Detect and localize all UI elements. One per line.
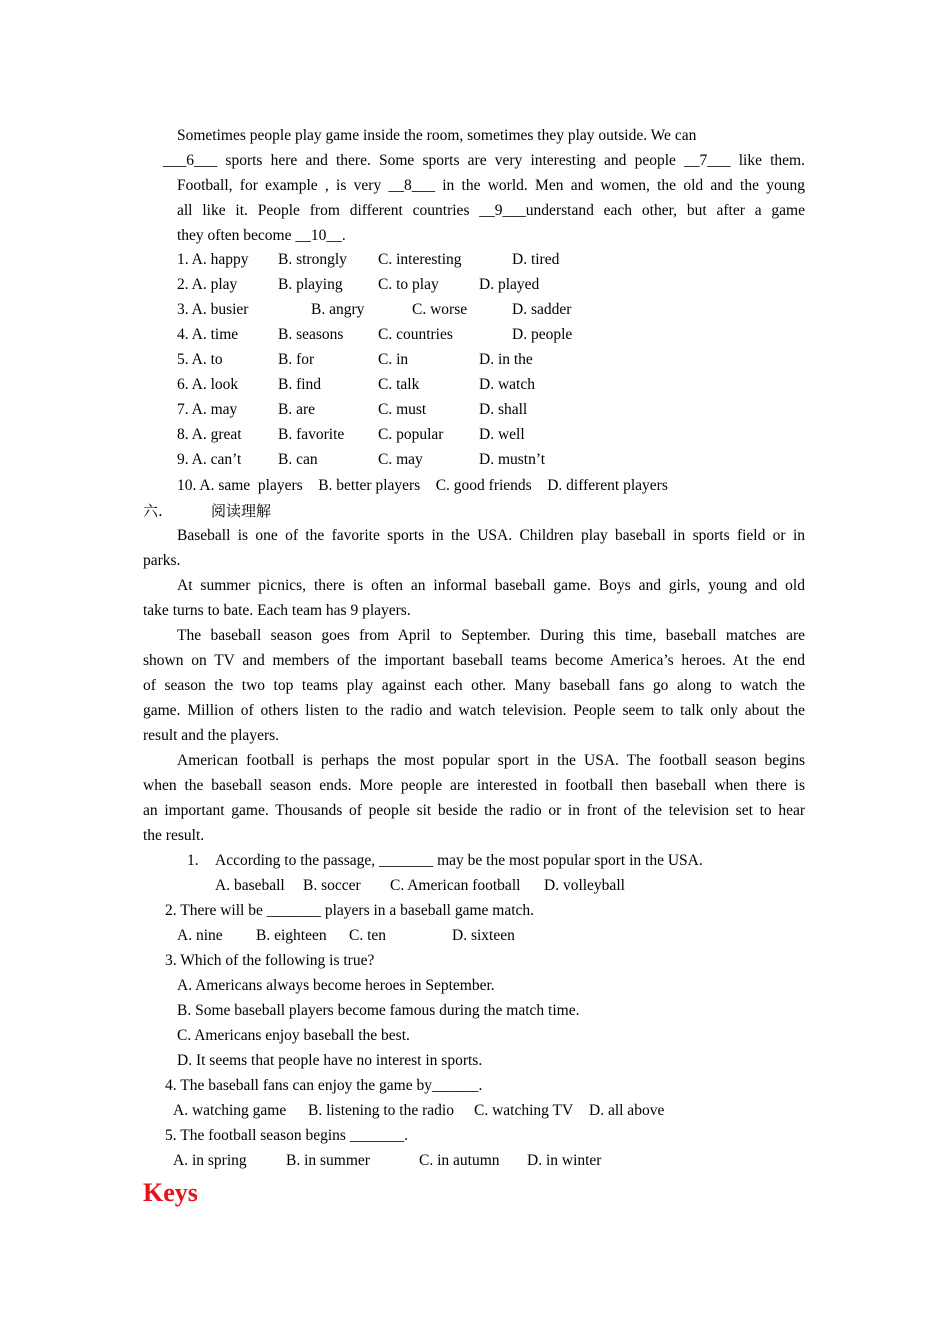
option-c: C. in [378, 351, 409, 368]
option-a: A. in spring [173, 1152, 247, 1169]
passage-line: parks. [143, 552, 181, 569]
passage-line: shown on TV and members of the important baseball teams become America’s heroes. At the end [143, 652, 805, 669]
option-d: D. sadder [512, 301, 572, 318]
option-b: B. soccer [303, 877, 361, 894]
question-stem: 4. The baseball fans can enjoy the game by______. [165, 1077, 483, 1094]
question-stem: 5. The football season begins _______. [165, 1127, 408, 1144]
option-c: C. may [378, 451, 423, 468]
option-c: C. popular [378, 426, 444, 443]
option-d: D. shall [479, 401, 528, 418]
cloze-line: they often become __10__. [177, 227, 346, 244]
option-c: C. worse [412, 301, 468, 318]
option-b: B. eighteen [256, 927, 327, 944]
option-a: 3. A. busier [177, 301, 249, 318]
option-a: 8. A. great [177, 426, 242, 443]
question-stem: 3. Which of the following is true? [165, 952, 375, 969]
option-b: B. find [278, 376, 322, 393]
option-c: C. talk [378, 376, 420, 393]
option-c: C. watching TV [474, 1102, 574, 1119]
passage-line: At summer picnics, there is often an informal baseball game. Boys and girls, young and old [177, 577, 805, 594]
option-a: A. Americans always become heroes in September. [177, 977, 495, 994]
option-d: D. all above [589, 1102, 665, 1119]
keys-heading: Keys [143, 1178, 198, 1207]
passage-line: The baseball season goes from April to September. During this time, baseball matches are [177, 627, 805, 644]
option-d: D. sixteen [452, 927, 515, 944]
option-b: B. for [278, 351, 315, 368]
passage-line: the result. [143, 827, 205, 844]
option-c: C. ten [349, 927, 387, 944]
option-d: D. volleyball [544, 877, 625, 894]
option-d: D. well [479, 426, 525, 443]
question-number: 1. [187, 852, 199, 869]
option-a: 2. A. play [177, 276, 238, 293]
option-a: 5. A. to [177, 351, 223, 368]
option-d: D. tired [512, 251, 560, 268]
passage-line: take turns to bate. Each team has 9 players. [143, 602, 411, 619]
option-b: B. favorite [278, 426, 345, 443]
passage-line: Baseball is one of the favorite sports in the USA. Children play baseball in sports field or in [177, 527, 805, 544]
option-a: A. baseball [215, 877, 285, 894]
option-d: D. It seems that people have no interest in sports. [177, 1052, 483, 1069]
option-b: B. can [278, 451, 318, 468]
option-a: 4. A. time [177, 326, 239, 343]
cloze-line: ___6___ sports here and there. Some sports are very interesting and people __7___ like them. [163, 152, 805, 169]
option-c: C. interesting [378, 251, 462, 268]
cloze-line: Sometimes people play game inside the room, sometimes they play outside. We can [177, 127, 697, 144]
option-c: C. to play [378, 276, 439, 293]
option-c: C. in autumn [419, 1152, 500, 1169]
option-b: B. angry [311, 301, 365, 318]
option-b: B. listening to the radio [308, 1102, 454, 1119]
option-b: B. seasons [278, 326, 344, 343]
cloze-option-row-10: 10. A. same players B. better players C. good friends D. different players [177, 477, 668, 494]
option-a: A. watching game [173, 1102, 287, 1119]
option-c: C. Americans enjoy baseball the best. [177, 1027, 410, 1044]
option-d: D. in winter [527, 1152, 602, 1169]
option-b: B. are [278, 401, 316, 418]
question-stem: 2. There will be _______ players in a baseball game match. [165, 902, 535, 919]
option-b: B. Some baseball players become famous during the match time. [177, 1002, 580, 1019]
passage-line: when the baseball season ends. More people are interested in football then baseball when there is [143, 777, 805, 794]
option-d: D. watch [479, 376, 535, 393]
option-d: D. mustn’t [479, 451, 546, 468]
passage-line: American football is perhaps the most popular sport in the USA. The football season begins [177, 752, 805, 769]
option-c: C. American football [390, 877, 521, 894]
question-stem: According to the passage, _______ may be the most popular sport in the USA. [215, 852, 703, 869]
option-a: 9. A. can’t [177, 451, 242, 468]
option-a: 6. A. look [177, 376, 239, 393]
option-d: D. in the [479, 351, 533, 368]
option-a: A. nine [177, 927, 223, 944]
section-title: 阅读理解 [211, 502, 272, 520]
option-b: B. in summer [286, 1152, 370, 1169]
cloze-line: Football, for example , is very __8___ in the world. Men and women, the old and the young [177, 177, 805, 194]
passage-line: result and the players. [143, 727, 280, 744]
section-number: 六. [143, 502, 163, 520]
option-c: C. must [378, 401, 427, 418]
option-a: 1. A. happy [177, 251, 249, 268]
option-b: B. playing [278, 276, 343, 293]
passage-line: game. Million of others listen to the radio and watch television. People seem to talk only about the [143, 702, 805, 719]
option-d: D. played [479, 276, 540, 293]
option-b: B. strongly [278, 251, 347, 268]
passage-line: of season the two top teams play against each other. Many baseball fans go along to watch the [143, 677, 805, 694]
passage-line: an important game. Thousands of people sit beside the radio or in front of the television set to hear [143, 802, 805, 819]
cloze-line: all like it. People from different countries __9___understand each other, but after a game [177, 202, 805, 219]
option-c: C. countries [378, 326, 453, 343]
option-d: D. people [512, 326, 573, 343]
option-a: 7. A. may [177, 401, 238, 418]
